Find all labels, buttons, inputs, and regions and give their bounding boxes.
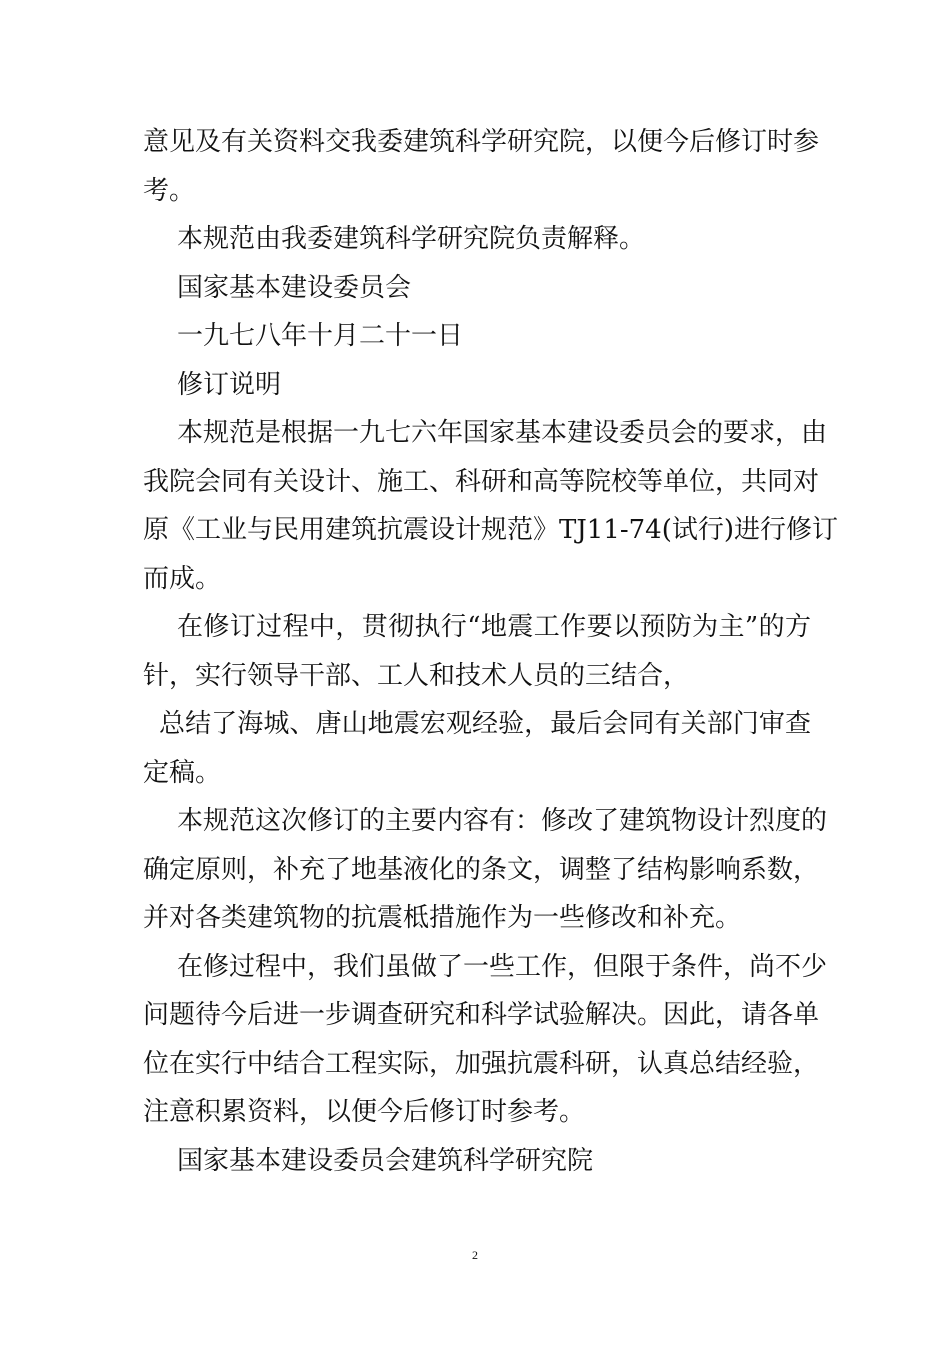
text-line: 一九七八年十月二十一日 [177, 321, 464, 351]
text-line: 总结了海城、唐山地震宏观经验，最后会同有关部门审查 [159, 709, 811, 739]
section-heading: 修订说明 [177, 369, 282, 400]
text-line: 而成。 [143, 563, 222, 594]
page-number: 2 [472, 1248, 478, 1262]
text-line: 考。 [143, 175, 196, 206]
text-line: 国家基本建设委员会建筑科学研究院 [177, 1145, 594, 1176]
text-line: 意见及有关资料交我委建筑科学研究院，以便今后修订时参 [143, 127, 820, 157]
text-line: 本规范这次修订的主要内容有：修改了建筑物设计烈度的 [177, 806, 828, 836]
text-line: 原《工业与民用建筑抗震设计规范》TJ11-74(试行)进行修订 [143, 515, 839, 545]
text-line: 注意积累资料，以便今后修订时参考。 [143, 1097, 586, 1127]
text-line: 位在实行中结合工程实际，加强抗震科研，认真总结经验， [143, 1048, 820, 1079]
text-line: 本规范由我委建筑科学研究院负责解释。 [177, 224, 646, 254]
text-line: 确定原则，补充了地基液化的条文，调整了结构影响系数， [143, 854, 820, 885]
text-line: 国家基本建设委员会 [177, 272, 412, 303]
text-line: 定稿。 [143, 757, 222, 788]
text-line: 问题待今后进一步调查研究和科学试验解决。因此，请各单 [143, 1000, 820, 1030]
text-line: 针，实行领导干部、工人和技术人员的三结合， [143, 660, 690, 691]
text-line: 我院会同有关设计、施工、科研和高等院校等单位，共同对 [143, 466, 820, 497]
text-line: 在修过程中，我们虽做了一些工作，但限于条件，尚不少 [177, 951, 828, 982]
text-line: 在修订过程中，贯彻执行“地震工作要以预防为主”的方 [177, 612, 811, 642]
text-line: 并对各类建筑物的抗震柢措施作为一些修改和补充。 [143, 903, 742, 933]
body-text [143, 118, 839, 1185]
text-line: 本规范是根据一九七六年国家基本建设委员会的要求，由 [177, 418, 828, 448]
